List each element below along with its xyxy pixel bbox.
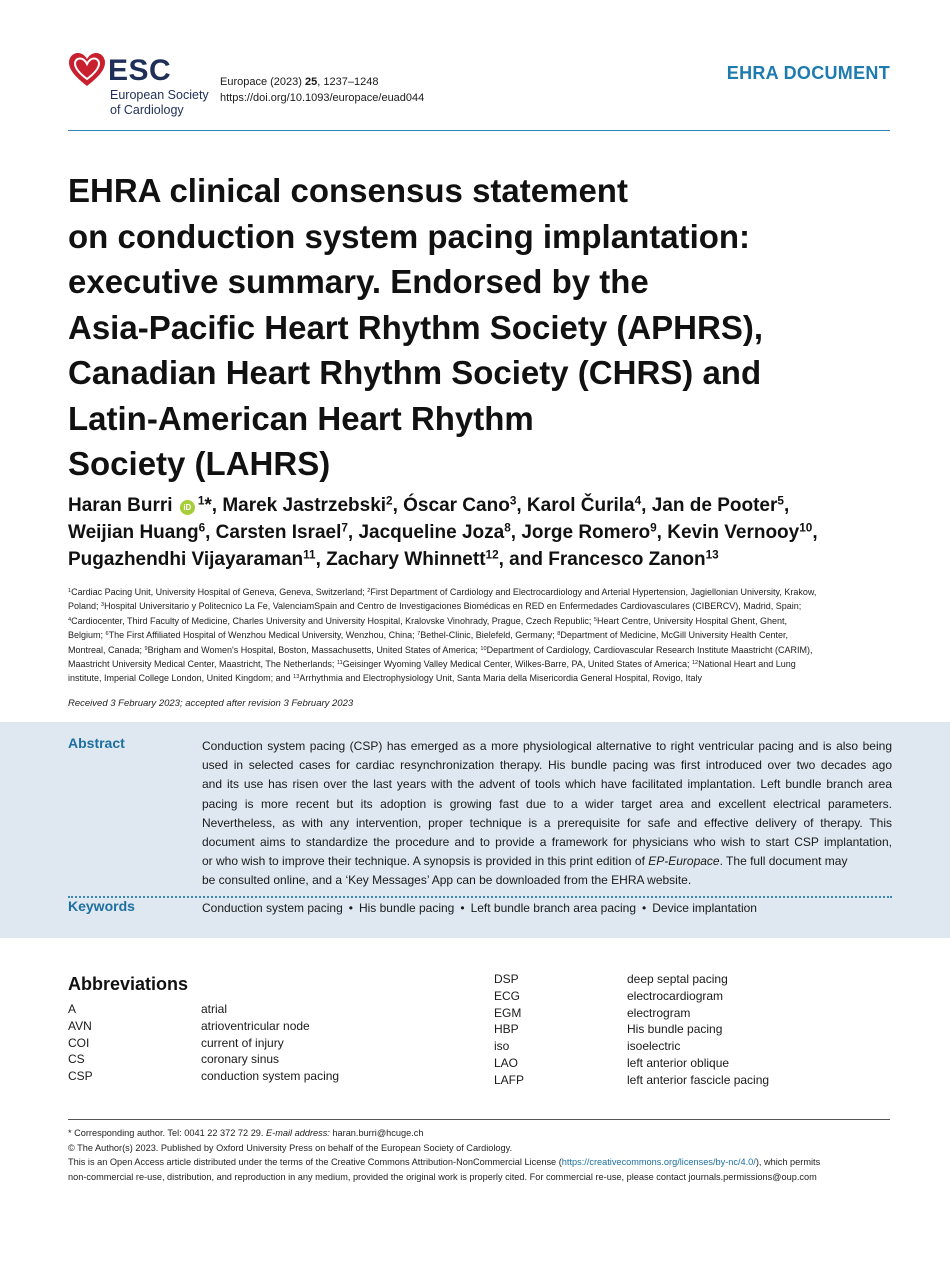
affiliation-line <box>68 643 890 657</box>
abbreviation-definition: electrocardiogram <box>627 988 724 1003</box>
author-name: Zachary Whinnett <box>326 549 486 570</box>
affiliation-sup: 2 <box>367 587 371 594</box>
journal-italic: EP-Europace <box>648 854 720 869</box>
author-affiliation-sup: 11 <box>303 548 316 562</box>
article-title <box>68 168 898 487</box>
abstract-line: and its use has risen over the last years with the advent of tools which have facilitated implantation. Left bundle branch area <box>202 777 892 792</box>
abbreviation-term: iso <box>494 1039 510 1054</box>
author-separator: , <box>516 495 527 516</box>
abbreviation-definition: conduction system pacing <box>201 1069 340 1084</box>
abstract-line <box>202 852 892 871</box>
affiliation-sup: 4 <box>68 616 72 623</box>
abstract-divider <box>68 896 892 898</box>
author-separator: , <box>211 495 223 516</box>
affiliation-text: Montreal, Canada; <box>68 644 145 655</box>
keyword: Left bundle branch area pacing <box>470 901 637 915</box>
affiliation-line <box>68 657 890 671</box>
affiliation-sup: 10 <box>480 645 487 652</box>
author-separator: , <box>641 495 652 516</box>
affiliation-text: National Heart and Lung <box>698 659 796 670</box>
abstract-line: pacing is more recent but its adoption is growing fast due to a wider target area and excellent electrical parameters. <box>202 796 892 811</box>
corresponding-author-note <box>68 1126 890 1141</box>
abbreviations-title: Abbreviations <box>68 974 189 994</box>
society-line-1: European Society <box>110 88 209 102</box>
author-separator: , <box>205 522 216 543</box>
abbreviation-row <box>494 1055 894 1072</box>
keyword: His bundle pacing <box>358 901 455 915</box>
affiliation-line <box>68 628 890 642</box>
license-text: ), which permits <box>755 1157 821 1167</box>
abbreviation-definition: deep septal pacing <box>627 972 728 986</box>
affiliation-text: Cardiac Pacing Unit, University Hospital of Geneva, Geneva, Switzerland; <box>71 587 368 597</box>
abbreviation-row <box>494 1021 894 1038</box>
abstract-label: Abstract <box>68 735 125 751</box>
abbreviation-term: AVN <box>68 1018 92 1033</box>
esc-society-name <box>110 88 209 118</box>
affiliation-text: Heart Centre, University Hospital Ghent, Ghent, <box>596 615 788 626</box>
abbreviation-row <box>68 1018 468 1035</box>
abbreviation-definition: atrial <box>201 1002 228 1016</box>
title-line: Asia-Pacific Heart Rhythm Society (APHRS), <box>68 308 764 346</box>
author-affiliation-sup: 4 <box>634 494 642 508</box>
affiliation-text: Department of Medicine, McGill University Health Center, <box>560 630 788 641</box>
keywords-list <box>202 901 757 915</box>
affiliation-text: Poland; <box>68 601 102 612</box>
abstract-line: Nevertheless, as with any intervention, proper technique is a prerequisite for safe and effective delivery of therapy. This <box>202 815 892 830</box>
author-line-2 <box>68 519 898 546</box>
copyright-note: © The Author(s) 2023. Published by Oxford University Press on behalf of the European Society of Cardiology. <box>68 1142 513 1153</box>
abbreviation-term: HBP <box>494 1022 519 1037</box>
abbreviation-definition: current of injury <box>201 1035 284 1050</box>
title-line: on conduction system pacing implantation: <box>68 217 751 255</box>
author-affiliation-sup: 5 <box>777 494 784 508</box>
affiliation-sup: 7 <box>417 631 421 638</box>
affiliations <box>68 585 890 686</box>
abbreviation-term: A <box>68 1002 77 1016</box>
journal-citation <box>220 74 424 106</box>
journal-name: Europace (2023) <box>220 76 302 88</box>
author-name: Jan de Pooter <box>651 495 778 516</box>
received-dates: Received 3 February 2023; accepted after revision 3 February 2023 <box>68 698 354 709</box>
author-separator: , <box>812 522 818 543</box>
author-affiliation-sup: 12 <box>485 548 499 562</box>
author-separator: , <box>510 522 522 543</box>
abbreviation-term: LAO <box>494 1055 519 1070</box>
abbreviation-row <box>494 988 894 1005</box>
author-affiliation-sup: 13 <box>705 548 719 562</box>
author-affiliation-sup: 10 <box>799 521 813 535</box>
keyword: Device implantation <box>652 901 757 915</box>
author-separator: , <box>656 522 668 543</box>
abbreviations-right-column <box>494 971 894 1089</box>
affiliation-sup: 8 <box>557 631 561 638</box>
esc-heart-icon <box>68 52 106 88</box>
keyword-bullet: • <box>460 901 465 915</box>
corresponding-author-text: * Corresponding author. Tel: 0041 22 372 72 29. <box>68 1128 267 1138</box>
affiliation-line <box>68 614 890 628</box>
affiliation-text: Cardiocenter, Third Faculty of Medicine, Charles University and University Hospital, Kralovske Vinohrady, Prague, Czech Republic; <box>71 615 594 626</box>
affiliation-sup: 6 <box>105 631 109 638</box>
author-name: Jacqueline Joza <box>358 522 505 543</box>
abstract-line-text: or who wish to improve their technique. A synopsis is provided in this print edition of <box>202 854 649 869</box>
title-line: Latin-American Heart Rhythm <box>68 399 534 437</box>
affiliation-text: Belgium; <box>68 630 106 641</box>
abbreviation-definition: isoelectric <box>627 1039 681 1054</box>
affiliation-text: Geisinger Wyoming Valley Medical Center, Wilkes-Barre, PA, United States of America; <box>342 659 692 670</box>
affiliation-text: Bethel-Clinic, Bielefeld, Germany; <box>420 630 558 641</box>
author-name: Haran Burri <box>68 495 173 516</box>
abbreviation-row <box>494 1038 894 1055</box>
title-line: Society (LAHRS) <box>68 445 331 482</box>
abstract-text <box>202 737 892 891</box>
abbreviations-left-column <box>68 1001 468 1085</box>
abbreviation-definition: His bundle pacing <box>627 1022 723 1037</box>
affiliation-text: Hospital Universitario y Politecnico La Fe, ValenciamSpain and Centro de Investigaciones Biomédicas en RED en Enfermedades Cardiovasculares (CIBERCV), Madrid, Spain; <box>104 601 802 612</box>
author-affiliation-sup: 9 <box>650 521 657 535</box>
author-separator: , and <box>498 549 549 570</box>
email-address[interactable]: haran.burri@hcuge.ch <box>329 1128 424 1138</box>
keyword-bullet: • <box>642 901 647 915</box>
keywords-label: Keywords <box>68 898 135 914</box>
affiliation-line <box>68 599 890 613</box>
abbreviation-term: LAFP <box>494 1072 525 1087</box>
author-name: Pugazhendhi Vijayaraman <box>68 549 304 570</box>
esc-logo-text: ESC <box>108 54 172 87</box>
abstract-line: used in selected cases for cardiac resynchronization therapy. His bundle pacing was first introduced over two decades ago <box>202 758 892 773</box>
abbreviation-definition: coronary sinus <box>201 1052 280 1067</box>
author-affiliation-sup: 6 <box>198 521 206 535</box>
title-line: Canadian Heart Rhythm Society (CHRS) and <box>68 354 762 391</box>
society-line-2: of Cardiology <box>110 103 184 117</box>
orcid-icon[interactable]: iD <box>180 500 195 515</box>
abbreviation-term: CSP <box>68 1069 93 1084</box>
header-divider <box>68 130 890 131</box>
author-line-1 <box>68 492 898 519</box>
keyword-bullet: • <box>348 901 353 915</box>
abbreviation-term: DSP <box>494 972 519 986</box>
author-name: Marek Jastrzebski <box>222 495 387 516</box>
title-line: executive summary. Endorsed by the <box>68 263 649 300</box>
email-label: E-mail address: <box>266 1128 330 1138</box>
license-link[interactable]: https://creativecommons.org/licenses/by-nc/4.0/ <box>561 1157 756 1167</box>
author-affiliation-sup: 3 <box>509 494 517 508</box>
author-name: Jorge Romero <box>521 522 651 543</box>
author-affiliation-sup: 2 <box>386 494 393 508</box>
author-name: Carsten Israel <box>215 522 342 543</box>
author-separator: , <box>783 495 790 516</box>
author-separator: , <box>315 549 327 570</box>
affiliation-text: institute, Imperial College London, United Kingdom; and <box>68 673 294 684</box>
abbreviation-row <box>68 1051 468 1068</box>
affiliation-text: Brigham and Women's Hospital, Boston, Massachusetts, United States of America; <box>147 644 481 655</box>
abbreviation-definition: left anterior fascicle pacing <box>627 1072 770 1087</box>
corresponding-marker: * <box>204 495 212 516</box>
author-name: Kevin Vernooy <box>667 522 800 543</box>
title-line: EHRA clinical consensus statement <box>68 172 628 209</box>
affiliation-text: Maastricht University Medical Center, Maastricht, The Netherlands; <box>68 659 337 670</box>
author-list <box>68 492 898 573</box>
abbreviation-definition: left anterior oblique <box>627 1055 730 1070</box>
doi-link[interactable]: https://doi.org/10.1093/europace/euad044 <box>220 92 425 104</box>
journal-volume: 25 <box>305 76 318 88</box>
author-affiliation-sup: 1 <box>197 494 205 508</box>
abbreviation-definition: electrogram <box>627 1005 691 1020</box>
author-separator: , <box>392 495 404 516</box>
abbreviation-row <box>68 1035 468 1052</box>
journal-pages: , 1237–1248 <box>317 76 379 88</box>
abstract-line: document aims to standardize the procedure and to provide a framework for physicians who wish to start CSP implantation, <box>202 835 892 850</box>
affiliation-sup: 5 <box>593 616 597 623</box>
abbreviation-term: EGM <box>494 1005 522 1020</box>
affiliation-line <box>68 671 890 685</box>
author-name: Óscar Cano <box>403 495 510 516</box>
abbreviation-row <box>494 971 894 988</box>
affiliation-text: The First Affiliated Hospital of Wenzhou Medical University, Wenzhou, China; <box>108 630 418 641</box>
affiliation-sup: 12 <box>691 659 699 666</box>
keyword: Conduction system pacing <box>202 901 343 915</box>
abstract-line: be consulted online, and a ‘Key Messages’ App can be downloaded from the EHRA website. <box>202 873 692 888</box>
document-type-label: EHRA DOCUMENT <box>726 63 890 83</box>
affiliation-sup: 11 <box>336 659 343 666</box>
author-line-3 <box>68 546 898 573</box>
abstract-line: Conduction system pacing (CSP) has emerged as a more physiological alternative to right ventricular pacing and is also being <box>202 739 892 753</box>
abstract-line-tail: . The full document may <box>719 854 848 869</box>
esc-logo <box>68 52 218 122</box>
author-separator: , <box>347 522 359 543</box>
license-text: This is an Open Access article distributed under the terms of the Creative Commons Attribution-NonCommercial License ( <box>68 1157 562 1167</box>
abbreviation-definition: atrioventricular node <box>201 1018 310 1033</box>
license-note <box>68 1155 890 1170</box>
author-name: Francesco Zanon <box>548 549 706 570</box>
affiliation-sup: 3 <box>101 602 105 609</box>
abbreviation-term: CS <box>68 1052 85 1067</box>
footnotes <box>68 1126 890 1184</box>
affiliation-text: Arrhythmia and Electrophysiology Unit, Santa Maria della Misericordia General Hospital, Rovigo, Italy <box>299 673 703 684</box>
author-affiliation-sup: 8 <box>504 521 511 535</box>
abbreviation-row <box>68 1001 468 1018</box>
abbreviation-row <box>494 1072 894 1089</box>
affiliation-line <box>68 585 890 599</box>
affiliation-sup: 9 <box>144 645 148 652</box>
abbreviation-row <box>68 1068 468 1085</box>
affiliation-sup: 1 <box>68 587 72 594</box>
abbreviation-term: COI <box>68 1035 90 1050</box>
license-note-continued: non-commercial re-use, distribution, and reproduction in any medium, provided the original work is properly cited. For commercial re-use, please contact journals.permissions@oup.com <box>68 1171 817 1182</box>
footer-divider <box>68 1119 890 1120</box>
abbreviation-term: ECG <box>494 988 521 1003</box>
affiliation-text: Department of Cardiology, Cardiovascular Research Institute Maastricht (CARIM), <box>486 644 813 655</box>
abbreviation-row <box>494 1005 894 1022</box>
affiliation-sup: 13 <box>293 674 300 681</box>
author-name: Karol Čurila <box>526 495 635 516</box>
affiliation-text: First Department of Cardiology and Electrocardiology and Arterial Hypertension, Jagiellonian University, Krakow, <box>370 587 817 597</box>
author-name: Weijian Huang <box>68 522 199 543</box>
author-affiliation-sup: 7 <box>341 521 348 535</box>
